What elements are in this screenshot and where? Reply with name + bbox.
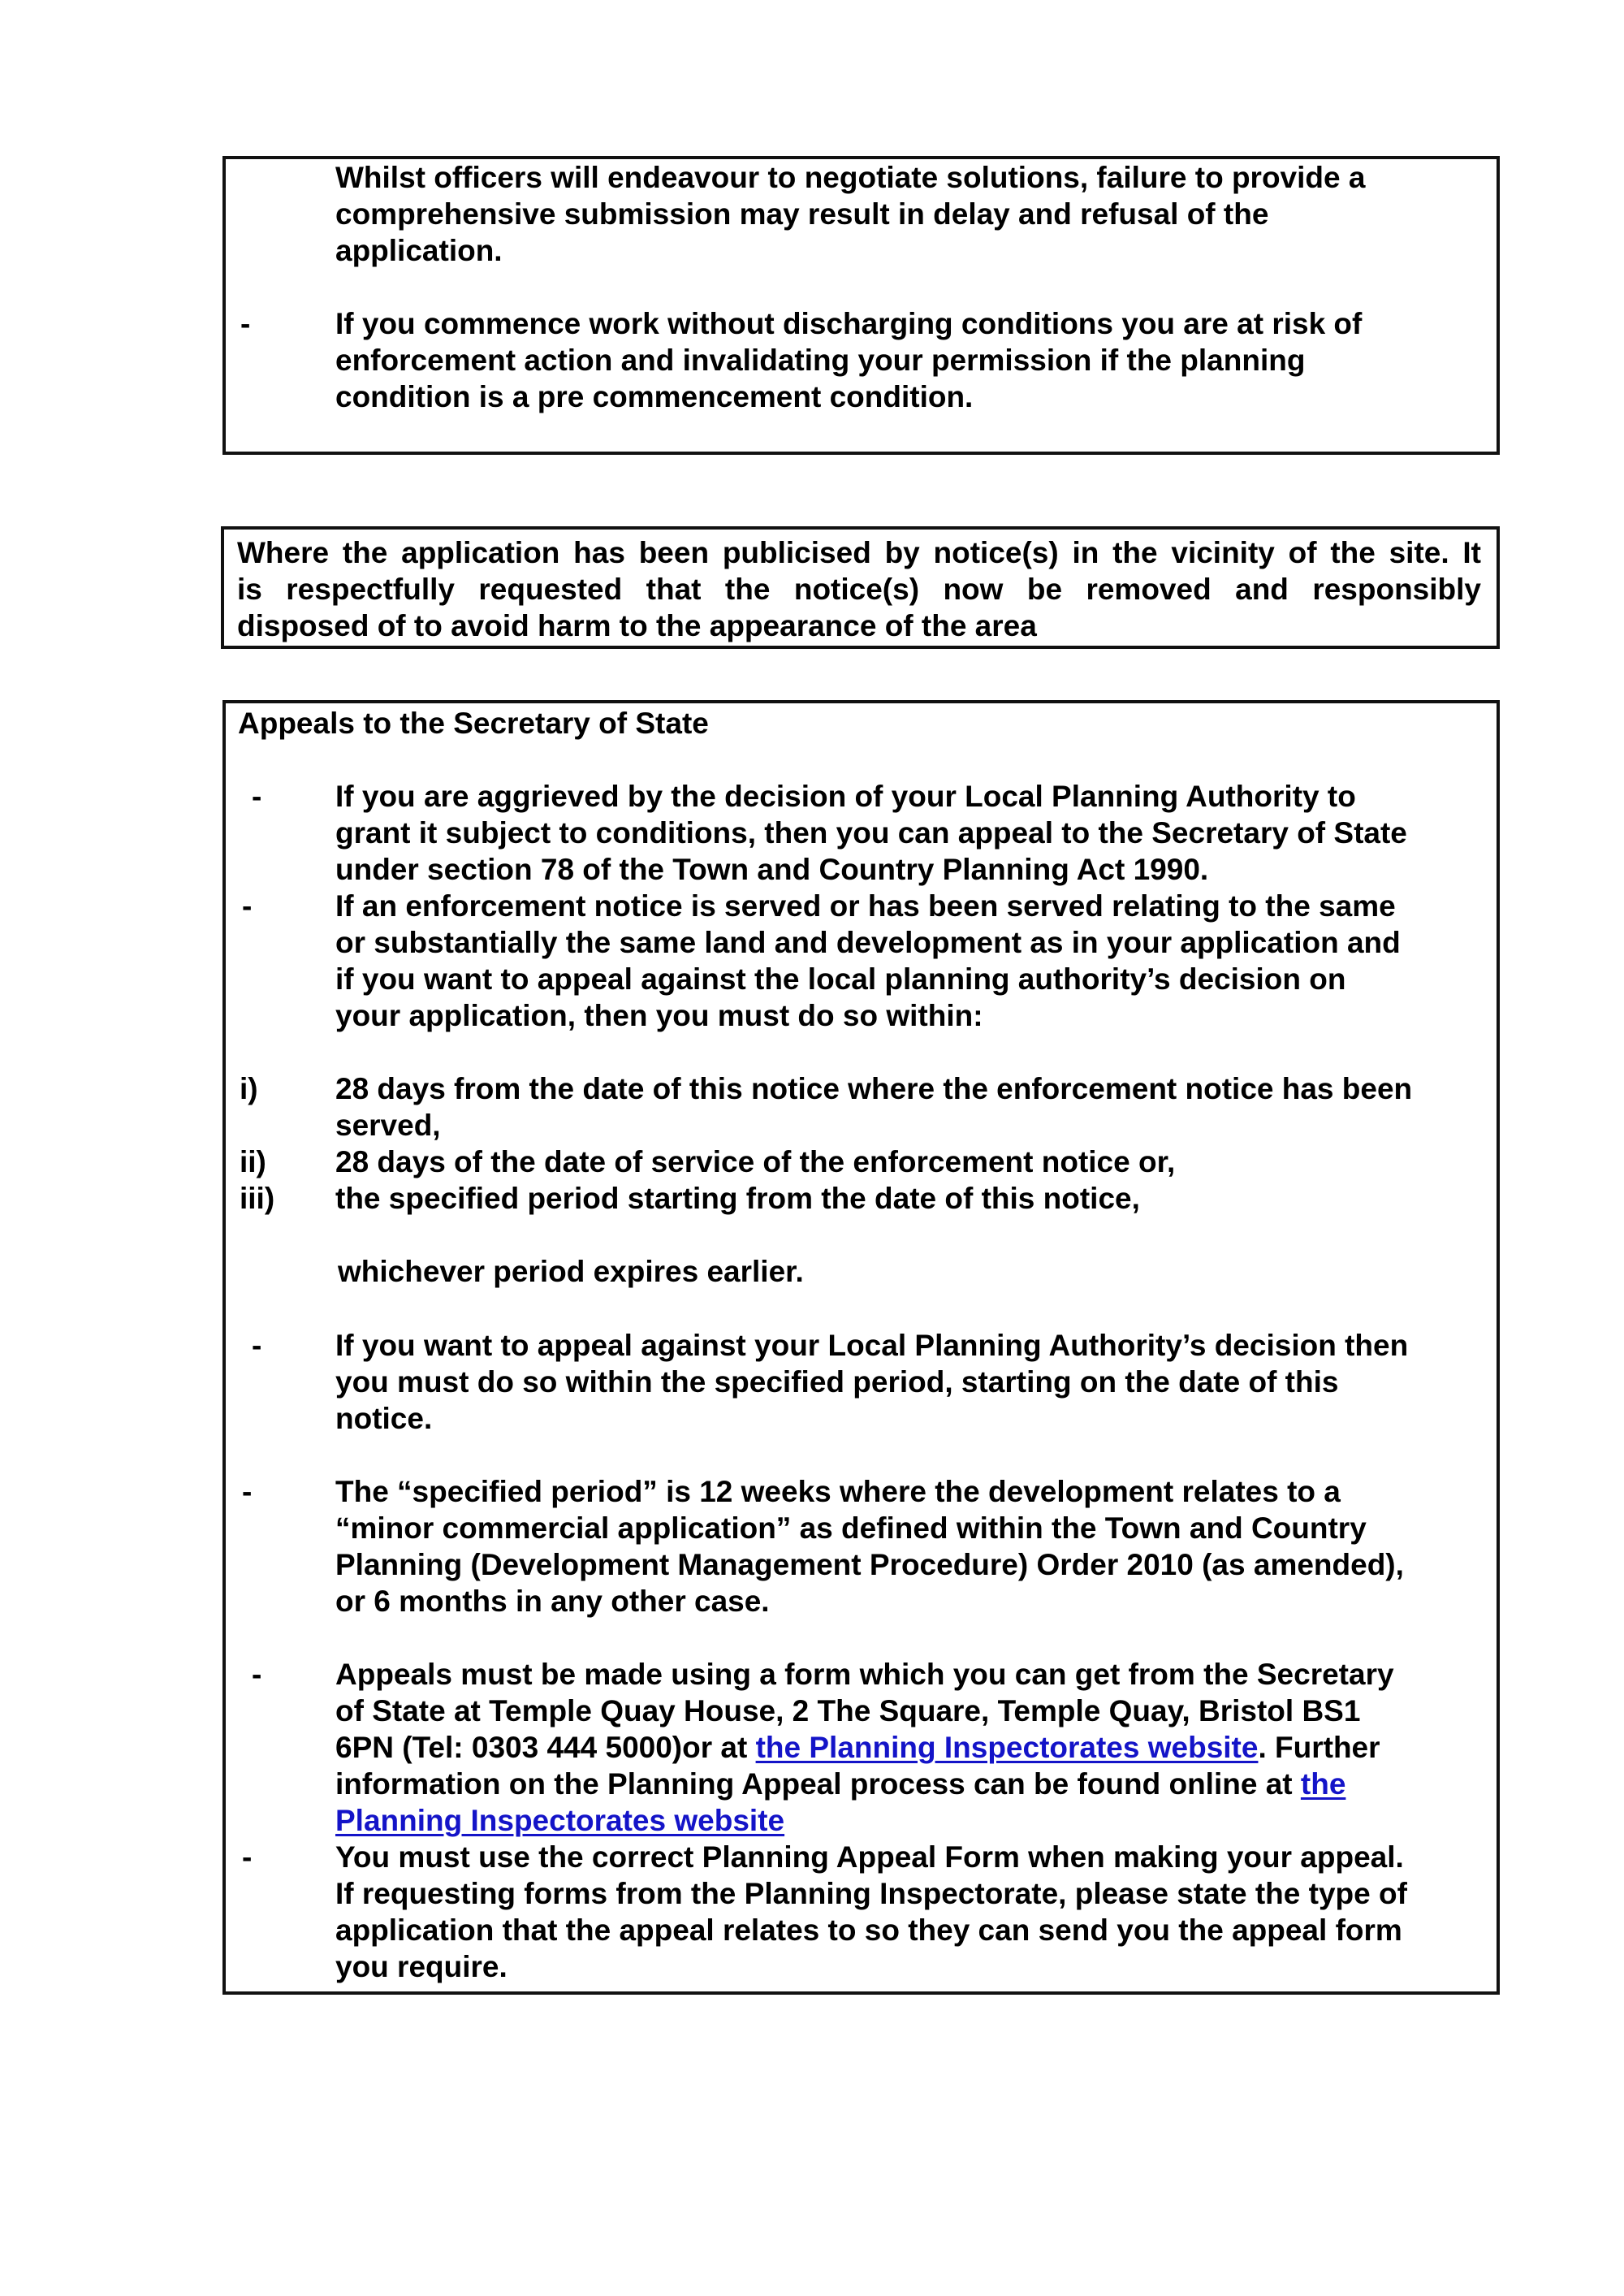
appeal-line: If you are aggrieved by the decision of your Local Planning Authority to [335,780,1356,813]
planning-inspectorate-link-2[interactable]: Planning Inspectorates website [335,1804,785,1837]
box1-line-5: enforcement action and invalidating your permission if the planning [335,344,1306,377]
appeal-line: Planning (Development Management Procedure) Order 2010 (as amended), [335,1548,1404,1581]
appeal-line: or 6 months in any other case. [335,1585,770,1618]
appeal-line-with-link [335,1766,1345,1802]
appeal-line: The “specified period” is 12 weeks where the development relates to a [335,1475,1341,1508]
appeal-line: or substantially the same land and development as in your application and [335,926,1401,959]
appeals-heading: Appeals to the Secretary of State [238,707,709,740]
appeal-text: . Further [1258,1731,1380,1764]
bullet-dash: - [240,307,251,340]
appeal-line: You must use the correct Planning Appeal Form when making your appeal. [335,1840,1404,1874]
appeal-text: 6PN (Tel: 0303 444 5000)or at [335,1731,756,1764]
appeal-line: If you want to appeal against your Local Planning Authority’s decision then [335,1329,1409,1362]
planning-inspectorate-link-2[interactable]: the [1300,1767,1346,1801]
appeal-line: you require. [335,1950,508,1983]
box2-line-3: disposed of to avoid harm to the appearance of the area [237,609,1037,642]
bullet-dash: - [242,1840,253,1874]
bullet-dash: - [252,780,262,813]
appeal-text: information on the Planning Appeal process can be found online at [335,1767,1301,1801]
box1-line-1: Whilst officers will endeavour to negotiate solutions, failure to provide a [335,161,1366,194]
list-marker-ii: ii) [240,1145,266,1178]
box1-line-4: If you commence work without discharging conditions you are at risk of [335,307,1363,340]
appeal-line: you must do so within the specified period, starting on the date of this [335,1365,1339,1399]
appeal-line: the specified period starting from the date of this notice, [335,1182,1140,1215]
appeal-line-with-link [335,1729,1380,1766]
appeal-line: 28 days of the date of service of the enforcement notice or, [335,1145,1176,1178]
appeal-line: whichever period expires earlier. [338,1255,804,1288]
box2-line-1: Where the application has been publicised by notice(s) in the vicinity of the site. It [237,536,1481,569]
box1-line-2: comprehensive submission may result in delay and refusal of the [335,197,1269,231]
appeal-line: “minor commercial application” as defined within the Town and Country [335,1511,1367,1545]
appeal-line: 28 days from the date of this notice where the enforcement notice has been [335,1072,1413,1105]
bullet-dash: - [242,889,253,923]
box1-line-6: condition is a pre commencement condition. [335,380,974,413]
appeal-line-with-link [335,1802,784,1839]
appeal-line: Appeals must be made using a form which you can get from the Secretary [335,1658,1394,1691]
list-marker-i: i) [240,1072,258,1105]
appeal-line: under section 78 of the Town and Country Planning Act 1990. [335,853,1209,886]
bullet-dash: - [242,1475,253,1508]
bullet-dash: - [252,1658,262,1691]
appeal-line: served, [335,1109,441,1142]
appeal-line: of State at Temple Quay House, 2 The Square, Temple Quay, Bristol BS1 [335,1694,1361,1727]
bullet-dash: - [252,1329,262,1362]
appeal-line: your application, then you must do so within: [335,999,983,1032]
appeal-line: notice. [335,1402,433,1435]
appeal-line: If requesting forms from the Planning Inspectorate, please state the type of [335,1877,1407,1910]
planning-inspectorate-link[interactable]: the Planning Inspectorates website [755,1731,1259,1764]
appeal-line: grant it subject to conditions, then you can appeal to the Secretary of State [335,816,1407,850]
appeal-line: application that the appeal relates to so they can send you the appeal form [335,1913,1402,1947]
box1-line-3: application. [335,234,503,267]
box2-line-2: is respectfully requested that the notice(s) now be removed and responsibly [237,573,1481,606]
appeal-line: If an enforcement notice is served or has been served relating to the same [335,889,1396,923]
appeal-line: if you want to appeal against the local planning authority’s decision on [335,962,1346,996]
list-marker-iii: iii) [240,1182,275,1215]
